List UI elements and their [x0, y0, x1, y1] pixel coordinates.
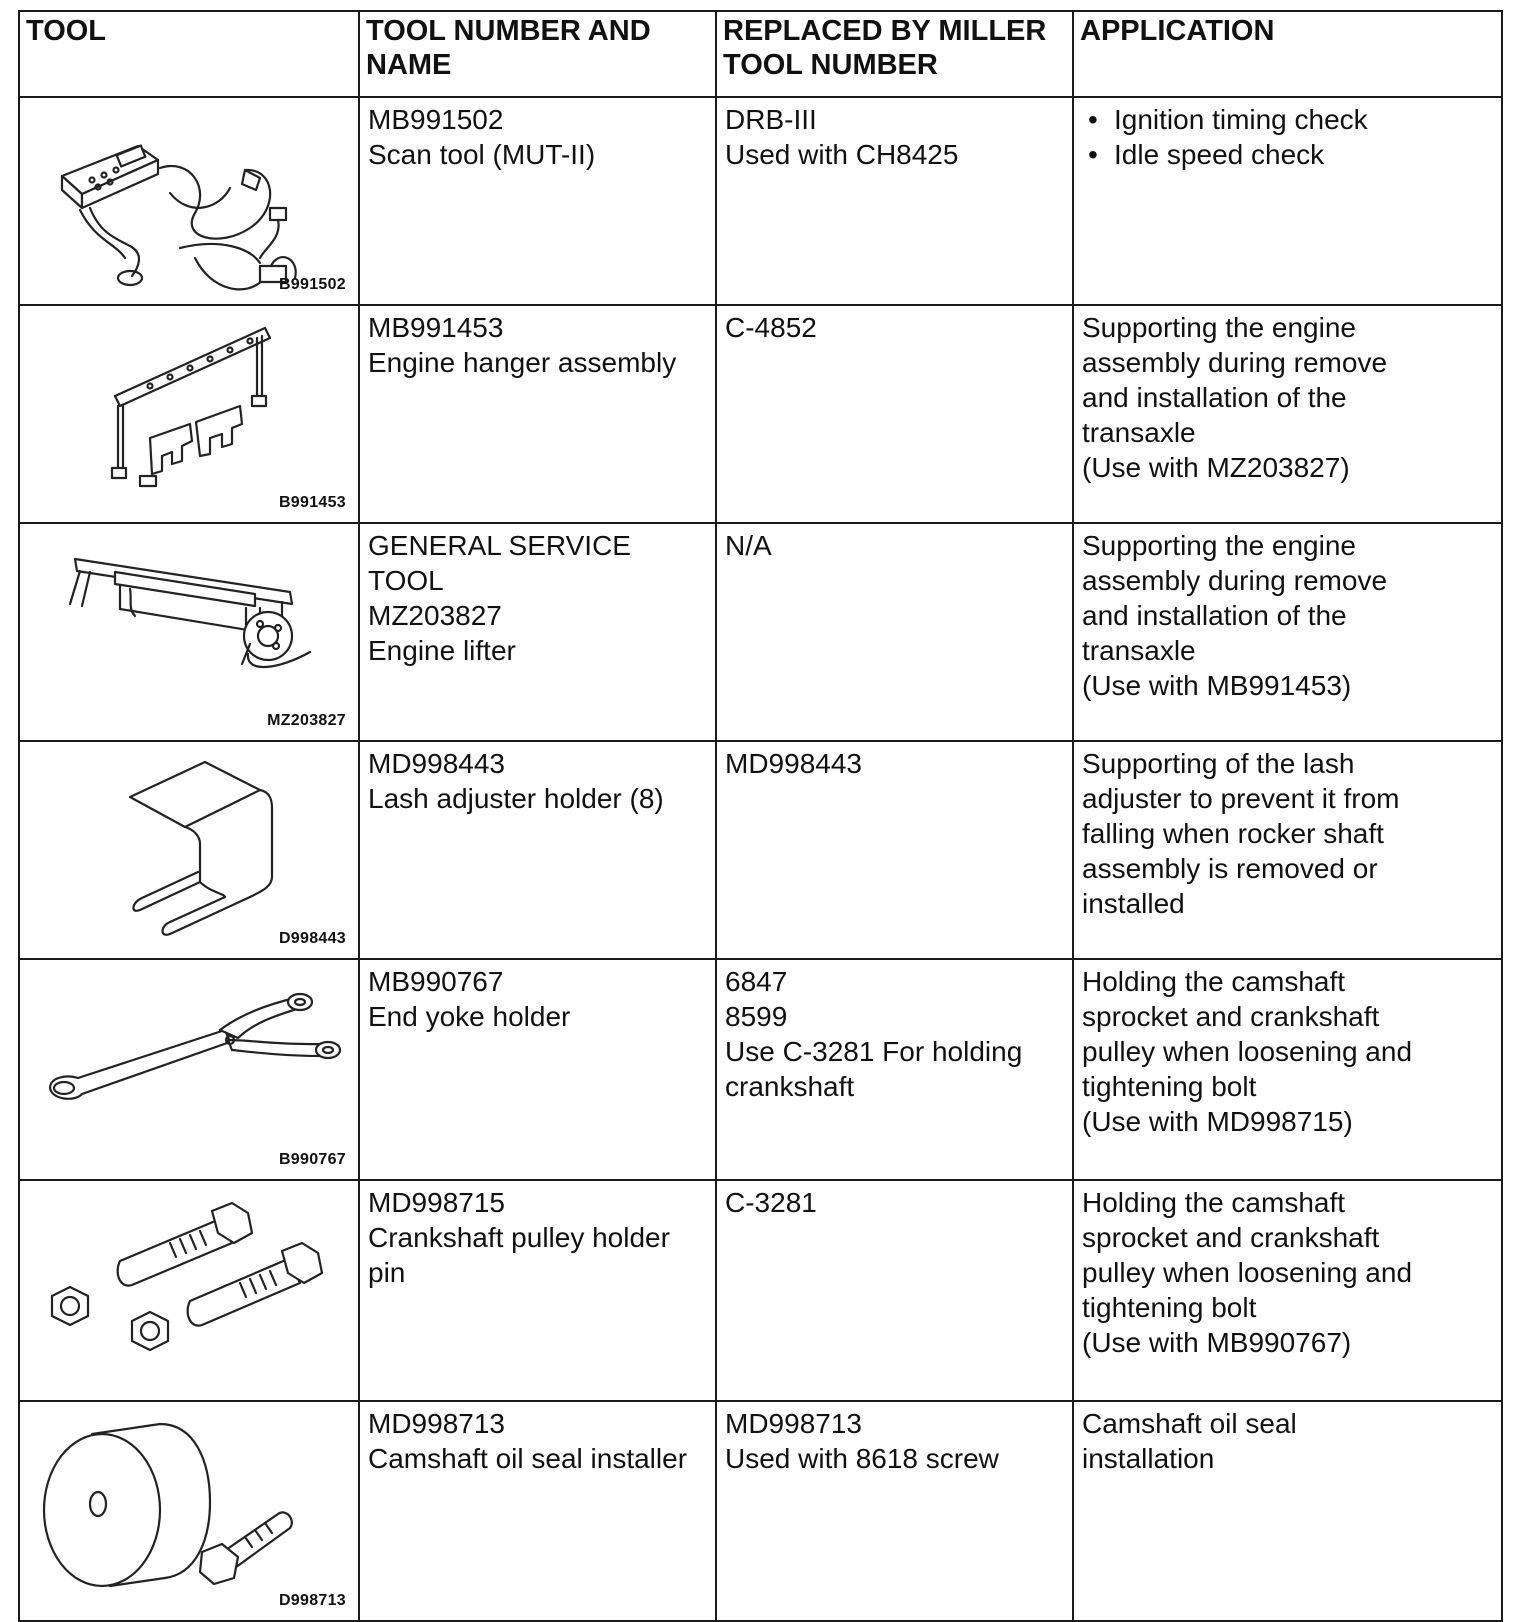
- application-cell: Supporting the engine assembly during remove and installation of the transaxle (Use with MZ203827): [1073, 305, 1502, 523]
- application-bullet: • Ignition timing check: [1082, 102, 1493, 137]
- scan-tool-illustration: [20, 98, 360, 300]
- tool-number-name-cell: MB990767 End yoke holder: [359, 959, 716, 1180]
- application-bullet: • Idle speed check: [1082, 137, 1493, 172]
- figure-label: D998443: [278, 930, 346, 947]
- figure-label: D998713: [278, 1592, 346, 1609]
- engine-hanger-illustration: [20, 306, 360, 518]
- table-row: [19, 1401, 1502, 1621]
- figure-label: B991453: [278, 494, 346, 511]
- table-header-row: [19, 11, 1502, 97]
- tool-number-name-cell: MB991502 Scan tool (MUT-II): [359, 97, 716, 305]
- tool-image-cell: [19, 741, 359, 959]
- tool-image-cell: [19, 305, 359, 523]
- header-application: APPLICATION: [1073, 11, 1502, 97]
- tool-number-name-cell: MB991453 Engine hanger assembly: [359, 305, 716, 523]
- application-cell: Supporting the engine assembly during remove and installation of the transaxle (Use with MB991453): [1073, 523, 1502, 741]
- end-yoke-holder-illustration: [20, 960, 360, 1175]
- header-replaced-by: REPLACED BY MILLER TOOL NUMBER: [716, 11, 1073, 97]
- tool-image-cell: [19, 97, 359, 305]
- table-row: [19, 959, 1502, 1180]
- replaced-by-cell: MD998443: [716, 741, 1073, 959]
- table-row: [19, 741, 1502, 959]
- tool-image-cell: [19, 1401, 359, 1621]
- application-cell: Holding the camshaft sprocket and crankshaft pulley when loosening and tightening bolt (Use with MD998715): [1073, 959, 1502, 1180]
- replaced-by-cell: N/A: [716, 523, 1073, 741]
- header-tool-number-name: TOOL NUMBER AND NAME: [359, 11, 716, 97]
- header-tool: TOOL: [19, 11, 359, 97]
- lash-adjuster-holder-illustration: [20, 742, 360, 954]
- special-tools-page: [18, 10, 1501, 1609]
- tool-number-name-cell: MD998443 Lash adjuster holder (8): [359, 741, 716, 959]
- tool-image-cell: [19, 1180, 359, 1401]
- tool-image-cell: [19, 959, 359, 1180]
- figure-label: B991502: [278, 276, 346, 293]
- holder-pin-illustration: [20, 1181, 360, 1396]
- engine-lifter-illustration: [20, 524, 360, 736]
- table-row: [19, 305, 1502, 523]
- tool-image-cell: [19, 523, 359, 741]
- tool-number-name-cell: GENERAL SERVICE TOOL MZ203827 Engine lifter: [359, 523, 716, 741]
- table-row: [19, 1180, 1502, 1401]
- application-cell: Holding the camshaft sprocket and crankshaft pulley when loosening and tightening bolt (Use with MB990767): [1073, 1180, 1502, 1401]
- figure-label: MZ203827: [267, 712, 346, 729]
- application-cell: [1073, 97, 1502, 305]
- application-cell: Supporting of the lash adjuster to prevent it from falling when rocker shaft assembly is removed or installed: [1073, 741, 1502, 959]
- replaced-by-cell: C-4852: [716, 305, 1073, 523]
- figure-label: B990767: [278, 1151, 346, 1168]
- special-tools-table: [18, 10, 1503, 1622]
- table-row: [19, 523, 1502, 741]
- replaced-by-cell: 6847 8599 Use C-3281 For holding crankshaft: [716, 959, 1073, 1180]
- application-cell: Camshaft oil seal installation: [1073, 1401, 1502, 1621]
- replaced-by-cell: DRB-III Used with CH8425: [716, 97, 1073, 305]
- oil-seal-installer-illustration: [20, 1402, 360, 1616]
- table-row: [19, 97, 1502, 305]
- replaced-by-cell: MD998713 Used with 8618 screw: [716, 1401, 1073, 1621]
- replaced-by-cell: C-3281: [716, 1180, 1073, 1401]
- tool-number-name-cell: MD998713 Camshaft oil seal installer: [359, 1401, 716, 1621]
- tool-number-name-cell: MD998715 Crankshaft pulley holder pin: [359, 1180, 716, 1401]
